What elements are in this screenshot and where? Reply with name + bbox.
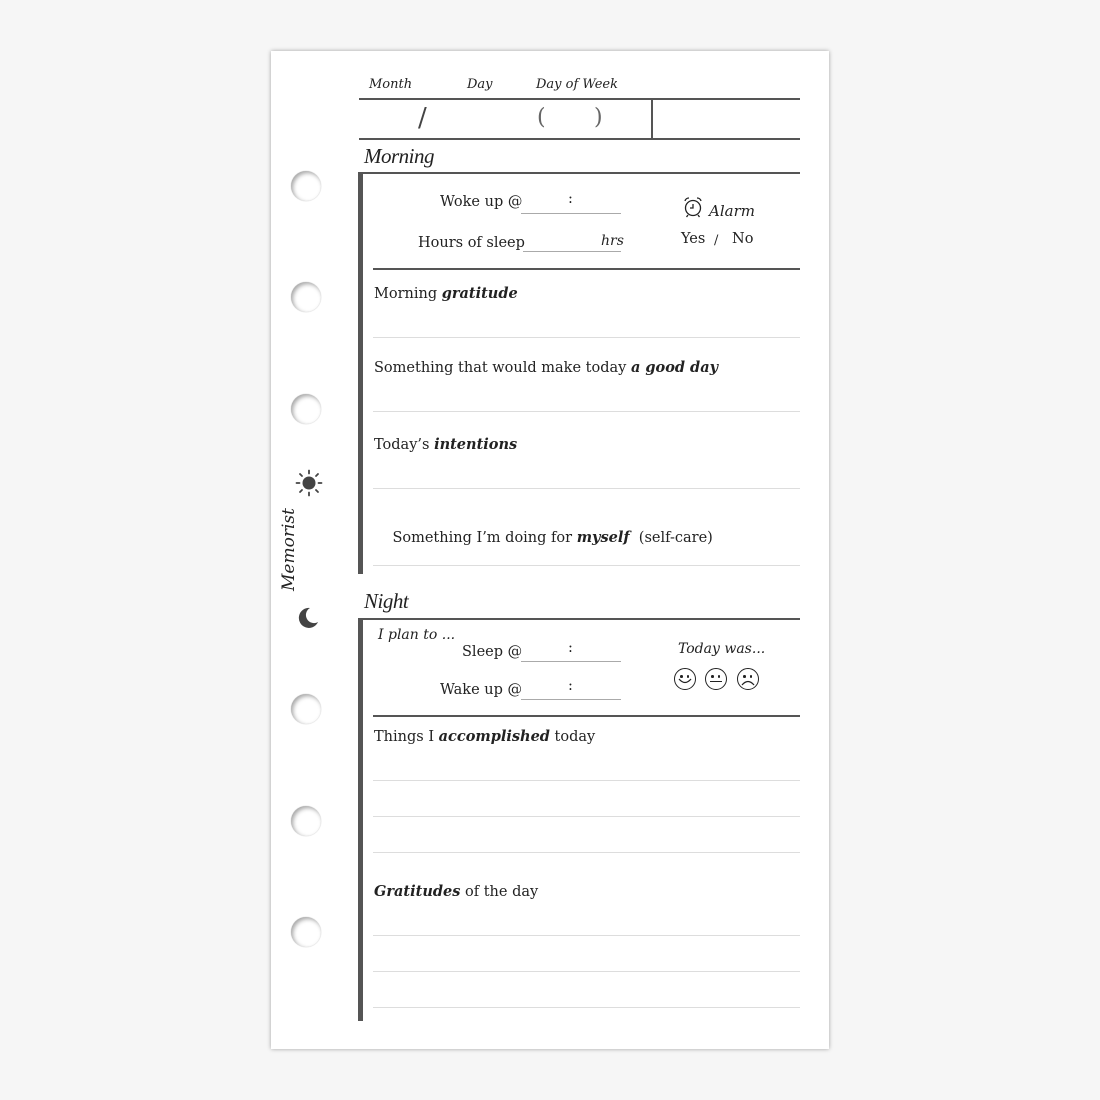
morning-title: Morning <box>364 144 434 168</box>
alarm-separator: / <box>714 233 719 248</box>
header-divider <box>651 99 653 138</box>
writing-line[interactable] <box>373 411 800 412</box>
prompt-text: Something that would make today <box>374 360 631 376</box>
sad-face-icon[interactable] <box>737 668 759 690</box>
binder-hole <box>291 171 321 201</box>
prompt-emphasis: Gratitudes <box>374 883 461 900</box>
night-rule <box>359 618 800 620</box>
binder-hole <box>291 806 321 836</box>
alarm-yes-option[interactable]: Yes <box>681 231 706 247</box>
prompt-self-care <box>374 513 713 562</box>
day-of-week-label: Day of Week <box>536 77 618 92</box>
writing-line[interactable] <box>373 971 800 972</box>
writing-line[interactable] <box>373 488 800 489</box>
day-label: Day <box>467 77 493 92</box>
alarm-no-option[interactable]: No <box>732 231 754 247</box>
brand-logo: Memorist <box>279 508 299 591</box>
moon-icon <box>296 606 320 630</box>
prompt-morning-gratitude <box>374 285 518 302</box>
binder-hole <box>291 394 321 424</box>
wake-up-at-field[interactable] <box>521 699 621 700</box>
sun-icon <box>295 469 323 497</box>
woke-up-field[interactable] <box>521 213 621 214</box>
woke-up-label: Woke up @ <box>440 194 523 210</box>
plan-label: I plan to ... <box>378 627 456 643</box>
woke-up-colon: : <box>568 191 573 207</box>
writing-line[interactable] <box>373 1007 800 1008</box>
writing-line[interactable] <box>373 565 800 566</box>
night-title: Night <box>364 589 409 613</box>
wake-up-at-label: Wake up @ <box>440 682 522 698</box>
planner-sheet <box>271 51 829 1049</box>
prompt-emphasis: intentions <box>434 436 518 453</box>
prompt-text: Things I <box>374 729 439 745</box>
writing-line[interactable] <box>373 337 800 338</box>
prompt-intentions <box>374 436 517 453</box>
month-label: Month <box>369 77 413 92</box>
neutral-face-icon[interactable] <box>705 668 727 690</box>
hours-of-sleep-label: Hours of sleep <box>418 235 525 251</box>
prompt-emphasis: a good day <box>630 359 719 376</box>
date-slash[interactable]: / <box>418 103 427 133</box>
header-bottom-rule <box>359 138 800 140</box>
happy-face-icon[interactable] <box>674 668 696 690</box>
prompt-text: Morning <box>374 286 442 302</box>
binder-hole <box>291 282 321 312</box>
binder-hole <box>291 917 321 947</box>
prompt-good-day <box>374 359 718 376</box>
morning-inner-rule <box>373 268 800 270</box>
hrs-unit: hrs <box>601 233 624 249</box>
morning-side-bar <box>358 172 363 574</box>
prompt-accomplished <box>374 728 595 745</box>
prompt-gratitudes <box>374 883 538 900</box>
alarm-label: Alarm <box>709 202 755 220</box>
binder-hole <box>291 694 321 724</box>
sleep-colon: : <box>568 640 573 656</box>
night-side-bar <box>358 618 363 1021</box>
hours-of-sleep-field[interactable] <box>523 251 621 252</box>
prompt-suffix: today <box>549 729 596 745</box>
prompt-suffix: of the day <box>460 884 539 900</box>
prompt-emphasis: gratitude <box>441 285 518 302</box>
sleep-at-label: Sleep @ <box>462 644 523 660</box>
alarm-clock-icon <box>682 196 704 218</box>
prompt-suffix: (self-care) <box>629 530 713 546</box>
writing-line[interactable] <box>373 935 800 936</box>
writing-line[interactable] <box>373 780 800 781</box>
dow-paren-close[interactable]: ) <box>594 105 603 130</box>
prompt-text: Today’s <box>374 437 435 453</box>
dow-paren-open[interactable]: ( <box>537 105 546 130</box>
today-was-label: Today was... <box>678 641 766 657</box>
writing-line[interactable] <box>373 852 800 853</box>
sleep-at-field[interactable] <box>521 661 621 662</box>
wake-colon: : <box>568 678 573 694</box>
prompt-emphasis: myself <box>576 529 630 546</box>
header-top-rule <box>359 98 800 100</box>
night-inner-rule <box>373 715 800 717</box>
prompt-text: Something I’m doing for <box>392 530 577 546</box>
morning-rule <box>359 172 800 174</box>
writing-line[interactable] <box>373 816 800 817</box>
prompt-emphasis: accomplished <box>438 728 550 745</box>
